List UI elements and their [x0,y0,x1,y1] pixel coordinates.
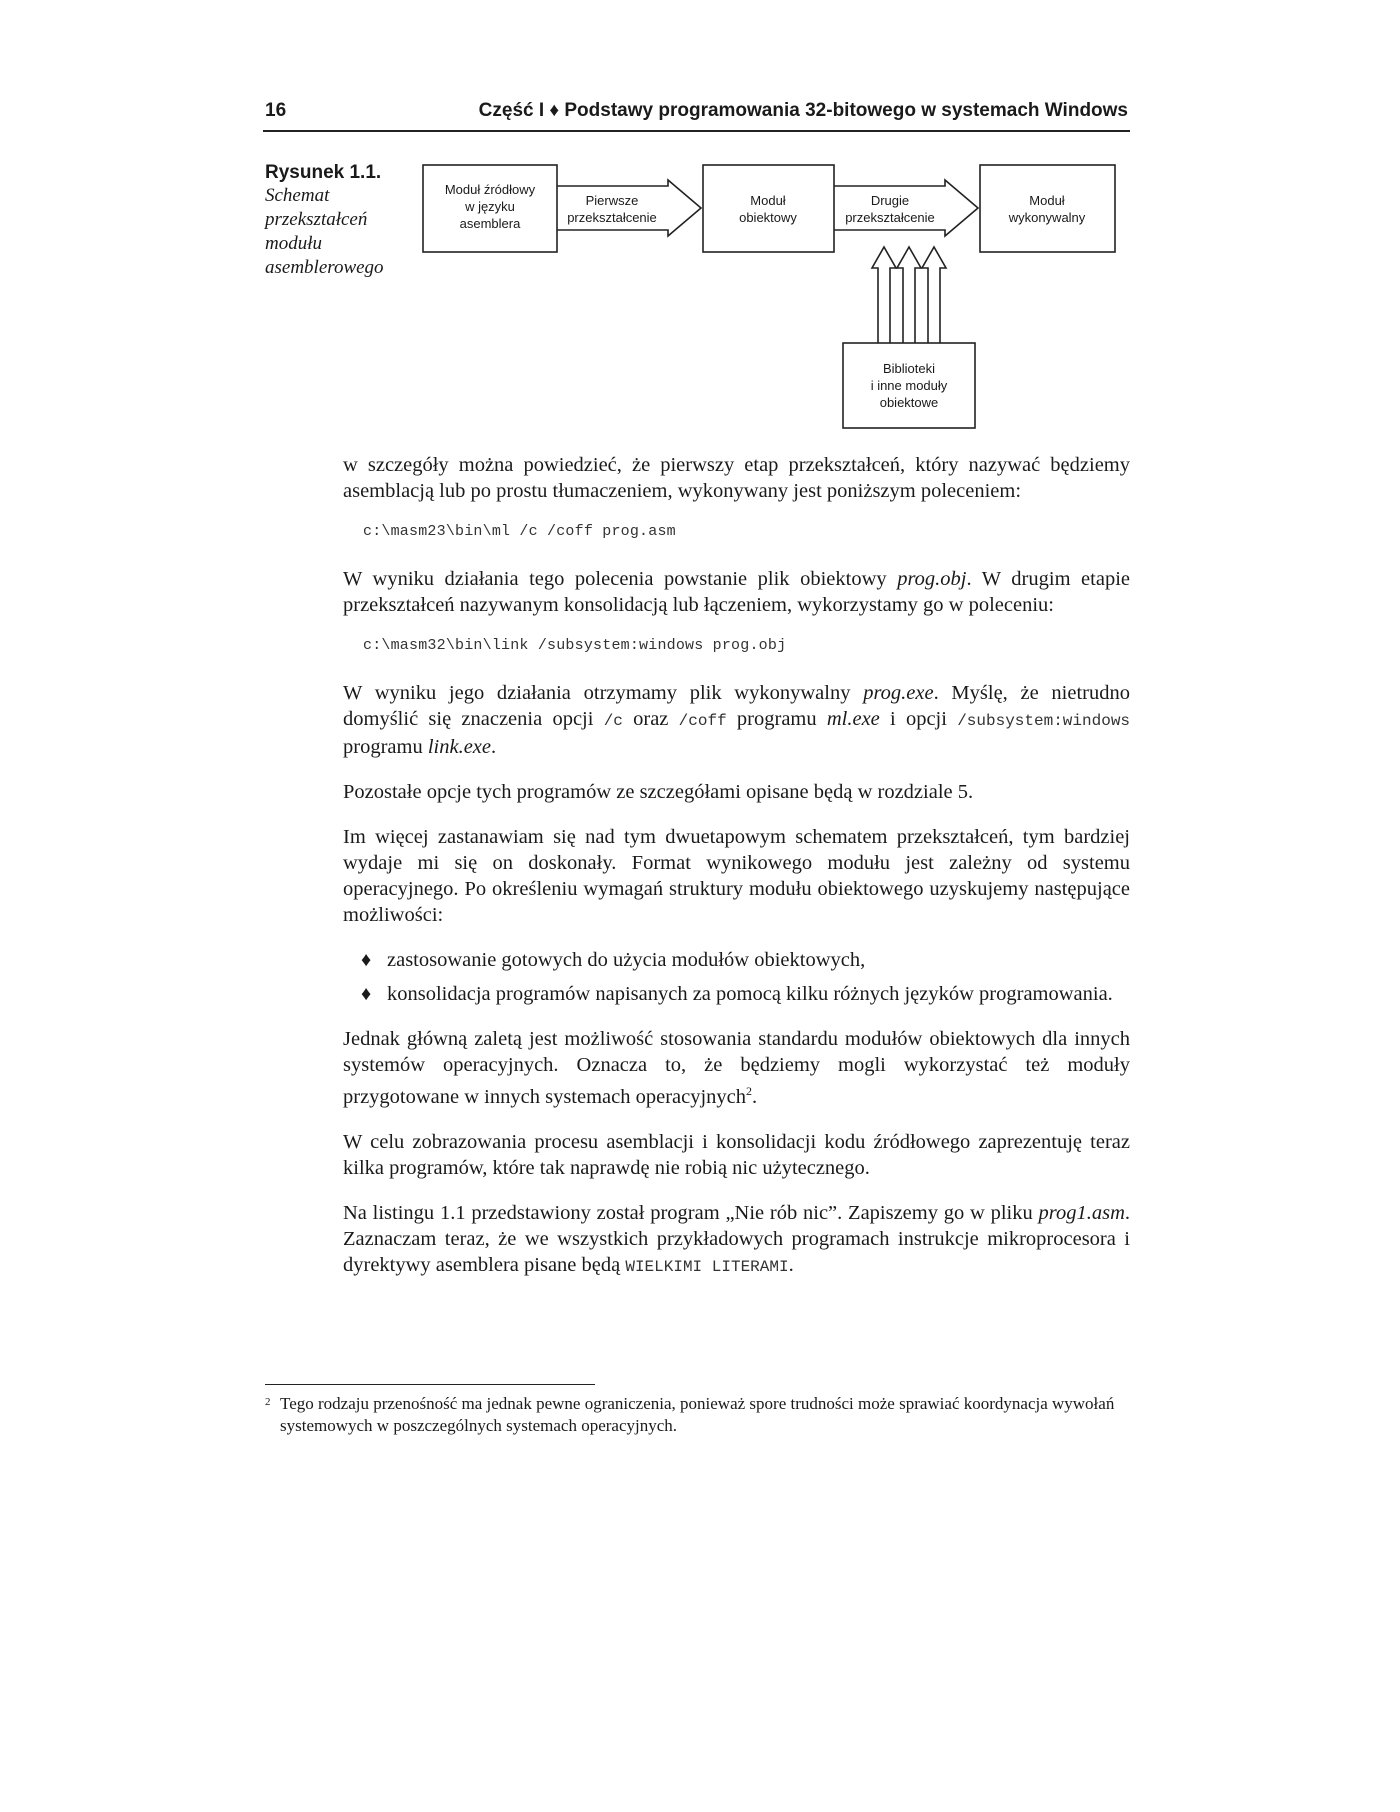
source-box-line1: Moduł źródłowy [444,182,536,197]
option-coff: /coff [678,712,727,730]
exe-box-line1: Moduł [1029,193,1065,208]
footnote-mark: 2 [265,1396,271,1408]
paragraph-7: W celu zobrazowania procesu asemblacji i konsolidacji kodu źródłowego zaprezentuję teraz kilka programów, które tak naprawdę nie robią nic użytecznego. [343,1130,1130,1179]
exe-box-line2: wykonywalny [1008,210,1086,225]
option-c: /c [603,712,623,730]
figure-number: Rysunek 1.1. [265,162,382,183]
paragraph-8 [343,1200,1130,1280]
list-item-text: konsolidacja programów napisanych za pomocą kilku różnych języków programowania. [387,983,1113,1005]
text: . Myślę, że nietrudno domyślić się znaczenia opcji [343,682,1130,730]
diamond-bullet-icon: ♦ [361,983,372,1005]
code-ml-command: c:\masm23\bin\ml /c /coff prog.asm [363,523,676,540]
paragraph-1: w szczegóły można powiedzieć, że pierwszy etap przekształceń, który nazywać będziemy asemblacją lub po prostu tłumaczeniem, wykonywany jest poniższym poleceniem: [343,454,1130,502]
text: . [752,1085,758,1108]
text: oraz [622,708,679,730]
program-link: link.exe [427,736,491,758]
text: programu [343,736,428,758]
footnote [265,1393,1135,1437]
text: . [788,1253,794,1276]
text: i opcji [879,708,958,730]
paragraph-6 [343,1026,1130,1110]
libs-box-line2: i inne moduły [870,378,948,393]
body-text [343,452,1130,1299]
diamond-bullet-icon: ♦ [361,949,372,971]
object-box-line1: Moduł [750,193,786,208]
text: W wyniku działania tego polecenia powstanie plik obiektowy [343,568,898,590]
list-item [343,947,1130,973]
code-link-command: c:\masm32\bin\link /subsystem:windows prog.obj [363,637,787,654]
paragraph-5: Im więcej zastanawiam się nad tym dwuetapowym schematem przekształceń, tym bardziej wydaje mi się on doskonały. Format wynikowego modułu jest zależny od systemu operacyjnego. Po określeniu wymagań struktury modułu obiektowego uzyskujemy następujące możliwości: [343,826,1130,926]
list-item-text: zastosowanie gotowych do użycia modułów obiektowych, [387,949,866,971]
first-transform-arrow [557,180,701,236]
footnote-text: Tego rodzaju przenośność ma jednak pewne ograniczenia, ponieważ spore trudności może sprawiać koordynacja wywołań systemowych w poszczególnych systemach operacyjnych. [280,1394,1115,1435]
first-arrow-line1: Pierwsze [585,193,639,208]
source-box-line2: w języku [465,199,515,214]
library-up-arrows [872,247,946,343]
text: . [491,736,497,758]
text: Jednak główną zaletą jest możliwość stosowania standardu modułów obiektowych dla innych systemów operacyjnych. Oznacza to, że będziemy mogli wykorzystać też moduły przygotowane w innych systemach operacyjnych [343,1028,1130,1108]
first-arrow-line2: przekształcenie [567,210,657,225]
transformation-diagram [0,0,1400,460]
footnote-ref: 2 [746,1084,753,1098]
second-transform-arrow [834,180,978,236]
paragraph-4: Pozostałe opcje tych programów ze szczegółami opisane będą w rozdziale 5. [343,781,974,803]
text: Na listingu 1.1 przedstawiony został program „Nie rób nic”. Zapiszemy go w pliku [343,1201,1039,1224]
paragraph-3 [343,680,1130,760]
libs-box-line3: obiektowe [879,395,939,410]
second-arrow-line2: przekształcenie [845,210,935,225]
filename-obj: prog.obj [897,568,967,590]
text: W wyniku jego działania otrzymamy plik wykonywalny [343,682,864,704]
libs-box-line1: Biblioteki [882,361,936,376]
list-item [343,981,1130,1007]
executable-module-box [980,165,1115,252]
caps-code: WIELKIMI LITERAMI [625,1257,789,1276]
filename-asm: prog1.asm [1038,1201,1125,1224]
source-box-line3: asemblera [459,216,521,231]
figure-description: Schemat przekształceń modułu asemblerowego [265,185,384,278]
footnote-rule [265,1384,595,1385]
running-title: Część I ♦ Podstawy programowania 32-bitowego w systemach Windows [478,100,1128,121]
paragraph-2 [343,566,1130,618]
text: . W drugim etapie przekształceń nazywanym konsolidacją lub łączeniem, wykorzystamy go w poleceniu: [343,568,1130,616]
second-arrow-line1: Drugie [870,193,910,208]
option-subsystem: /subsystem:windows [957,712,1131,730]
filename-exe: prog.exe [863,682,934,704]
object-module-box [703,165,834,252]
object-box-line2: obiektowy [739,210,797,225]
bullet-list [343,947,1130,1007]
text: . Zaznaczam teraz, że we wszystkich przykładowych programach instrukcje mikroprocesora i dyrektywy asemblera pisane będą [343,1201,1130,1276]
program-ml: ml.exe [826,708,880,730]
page-number: 16 [265,100,287,121]
text: programu [726,708,827,730]
